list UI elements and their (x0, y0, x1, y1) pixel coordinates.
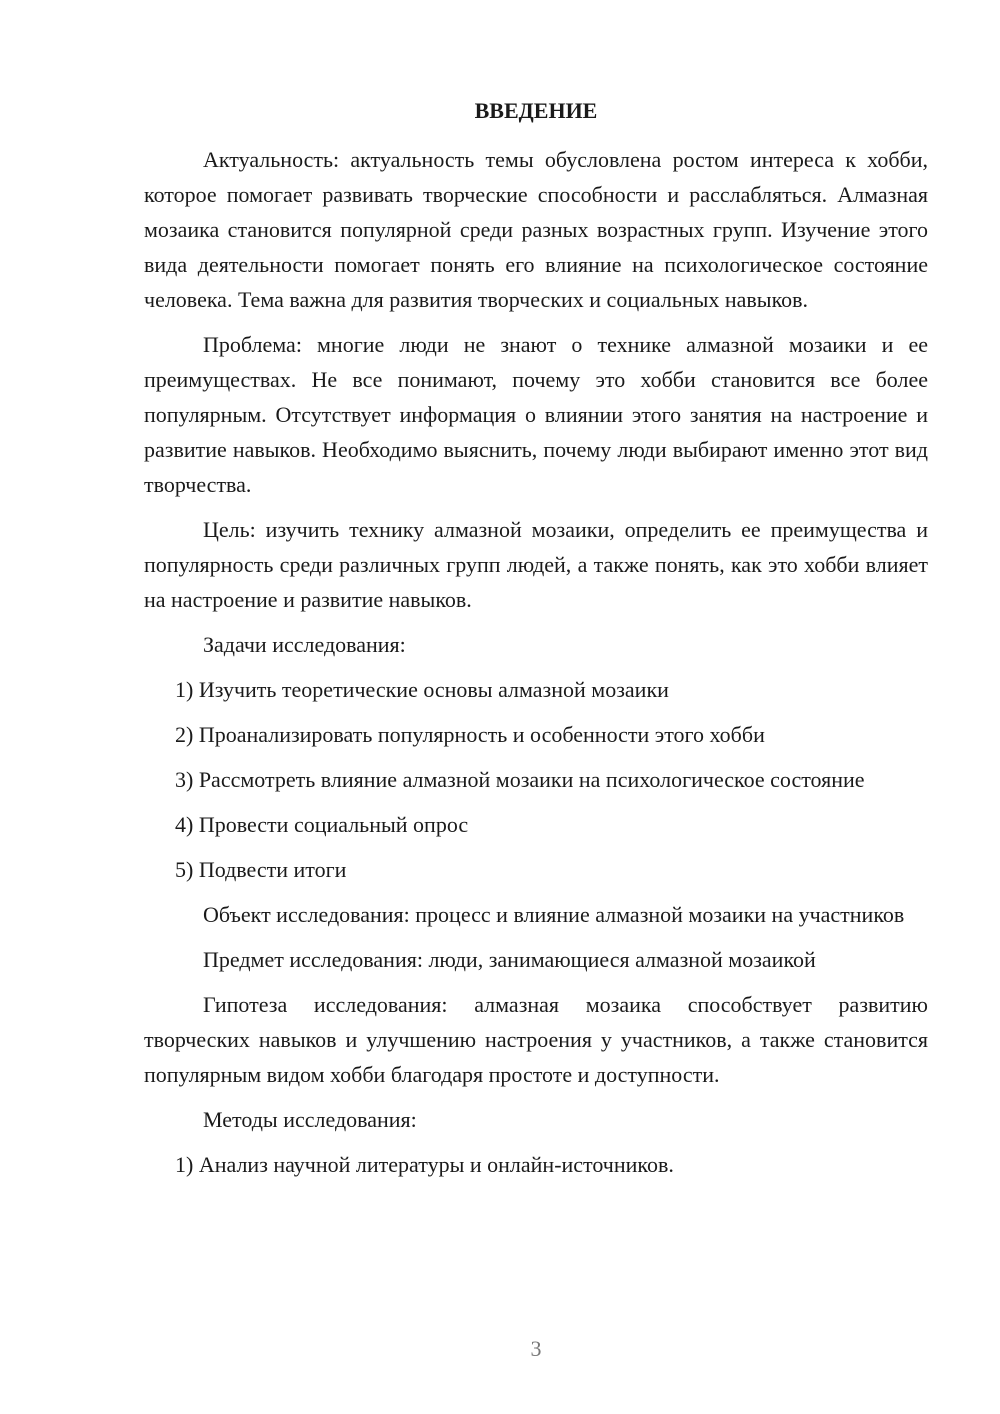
method-item: 1) Анализ научной литературы и онлайн-источников. (175, 1152, 674, 1177)
task-item: 4) Провести социальный опрос (175, 812, 469, 837)
paragraph-relevance: Актуальность: актуальность темы обусловлена ростом интереса к хобби, которое помогает развивать творческие способности и расслабляться. Алмазная мозаика становится популярной среди разных возрастных групп. Изучение этого вида деятельности помогает понять его влияние на психологическое состояние человека. Тема важна для развития творческих и социальных навыков. (144, 147, 928, 312)
task-item: 1) Изучить теоретические основы алмазной мозаики (175, 677, 669, 702)
paragraph-object: Объект исследования: процесс и влияние алмазной мозаики на участников (203, 902, 905, 927)
tasks-heading: Задачи исследования: (203, 632, 406, 657)
paragraph-hypothesis: Гипотеза исследования: алмазная мозаика способствует развитию творческих навыков и улучшению настроения у участников, а также становится популярным видом хобби благодаря простоте и доступности. (144, 992, 928, 1087)
page-title: ВВЕДЕНИЕ (474, 98, 598, 123)
task-item: 2) Проанализировать популярность и особенности этого хобби (175, 722, 765, 747)
page-number: 3 (530, 1336, 542, 1361)
methods-heading: Методы исследования: (203, 1107, 417, 1132)
document-body (144, 142, 928, 1192)
task-item: 3) Рассмотреть влияние алмазной мозаики на психологическое состояние (175, 767, 865, 792)
paragraph-subject: Предмет исследования: люди, занимающиеся алмазной мозаикой (203, 947, 816, 972)
task-item: 5) Подвести итоги (175, 857, 347, 882)
paragraph-problem: Проблема: многие люди не знают о технике алмазной мозаики и ее преимуществах. Не все понимают, почему это хобби становится все более популярным. Отсутствует информация о влиянии этого занятия на настроение и развитие навыков. Необходимо выяснить, почему люди выбирают именно этот вид творчества. (144, 332, 928, 497)
paragraph-goal: Цель: изучить технику алмазной мозаики, определить ее преимущества и популярность среди различных групп людей, а также понять, как это хобби влияет на настроение и развитие навыков. (144, 517, 928, 612)
